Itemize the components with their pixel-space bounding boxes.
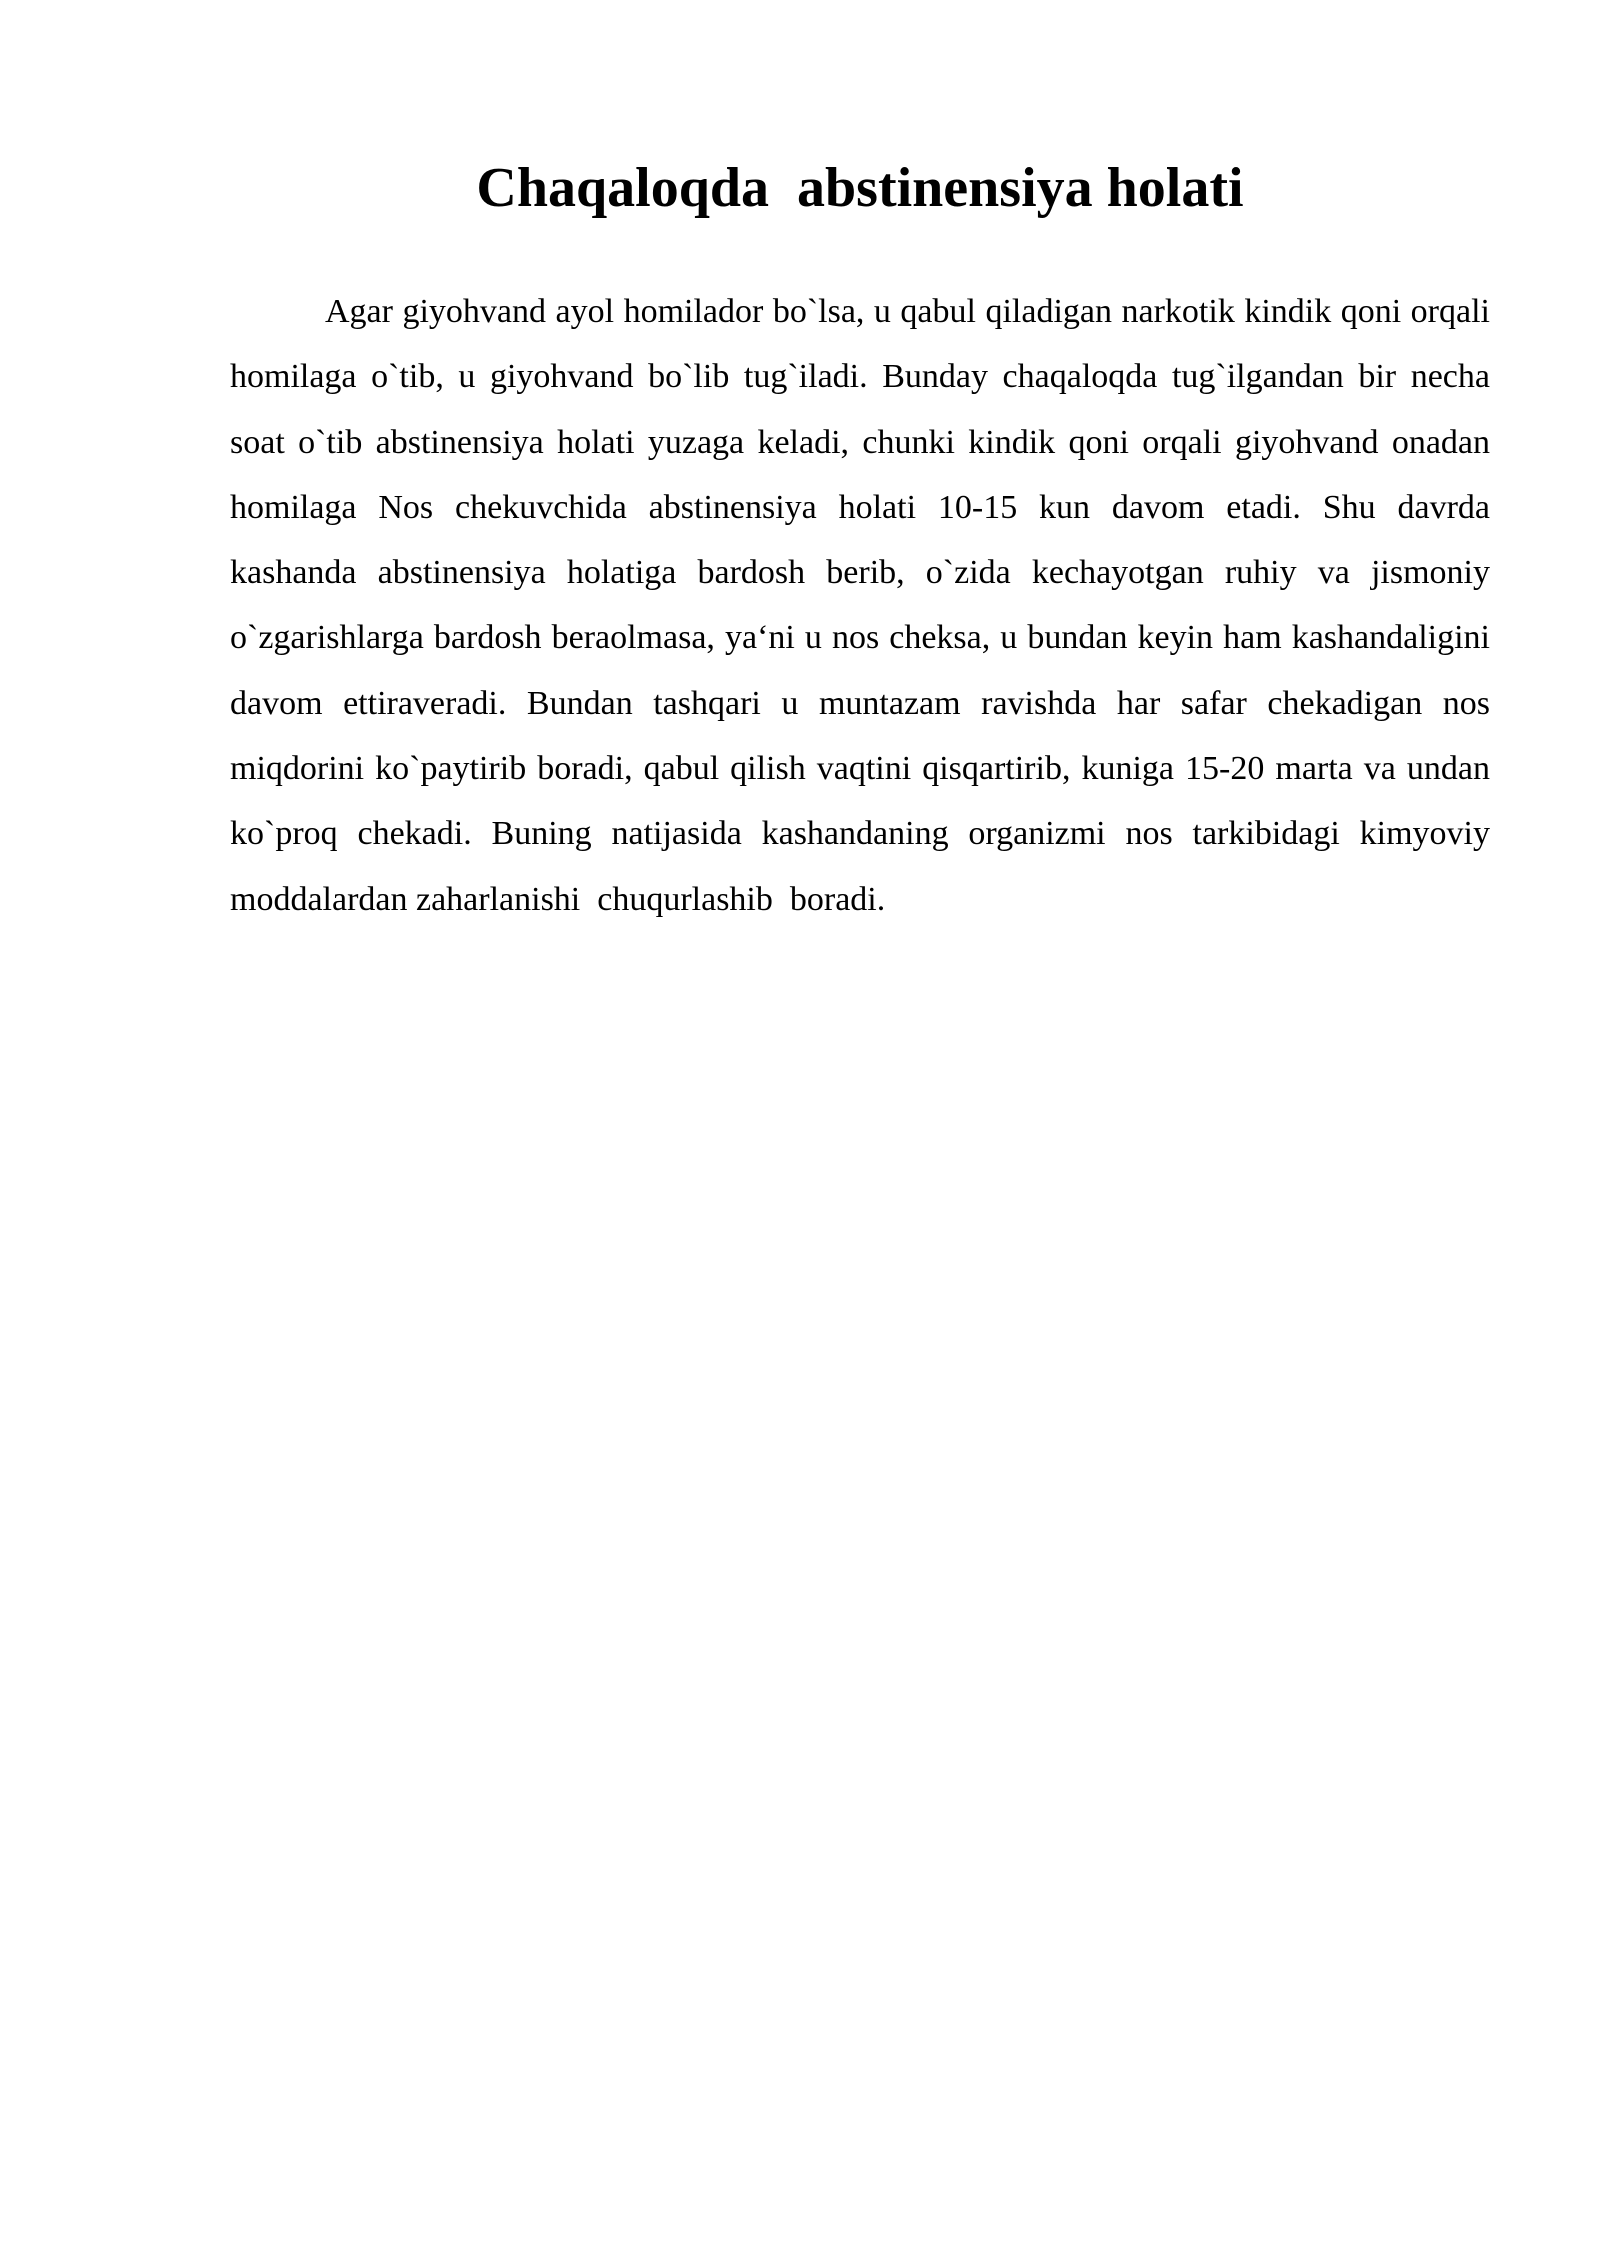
page-title: Chaqaloqda abstinensiya holati <box>476 157 1244 219</box>
body-paragraph: Agar giyohvand ayol homilador bo`lsa, u qabul qiladigan narkotik kindik qoni orqali homilaga o`tib, u giyohvand bo`lib tug`iladi. Bunday chaqaloqda tug`ilgandan bir necha soat o`tib abstinensiya holati yuzaga keladi, chunki kindik qoni orqali giyohvand onadan homilaga Nos chekuvchida abstinensiya holati 10-15 kun davom etadi. Shu davrda kashanda abstinensiya holatiga bardosh berib, o`zida kechayotgan ruhiy va jismoniy o`zgarishlarga bardosh beraolmasa, ya‘ni u nos cheksa, u bundan keyin ham kashandaligini davom ettiraveradi. Bundan tashqari u muntazam ravishda har safar chekadigan nos miqdorini ko`paytirib boradi, qabul qilish vaqtini qisqartirib, kuniga 15-20 marta va undan ko`proq chekadi. Buning natijasida kashandaning organizmi nos tarkibidagi kimyoviy moddalardan zaharlanishi chuqurlashib boradi. <box>230 293 1499 918</box>
